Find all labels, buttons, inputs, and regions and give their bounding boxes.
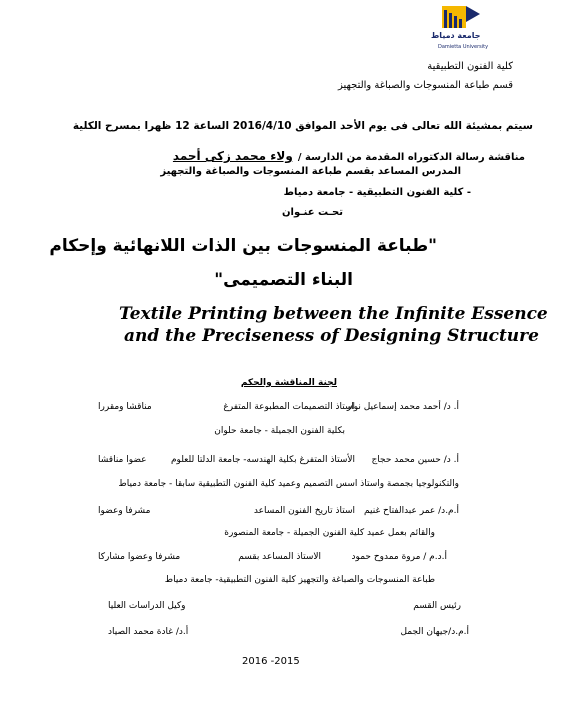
discussion-line bbox=[173, 145, 525, 164]
candidate-name: ولاء محمد زكى أحمد bbox=[172, 149, 293, 163]
logo-name-en: Damietta University bbox=[438, 44, 489, 50]
thesis-title-en-line2: and the Preciseness of Designing Structure bbox=[124, 326, 539, 346]
member-2-detail: والتكنولوجيا بجمصة واستاذ اسس التصميم وعميد كلية الفنون التطبيقية سابقا - جامعة دمياط bbox=[118, 479, 459, 489]
member-2-position: الأستاذ المتفرغ بكلية الهندسه- جامعة الدلتا للعلوم bbox=[170, 455, 355, 465]
committee-heading: لجنة المناقشة والحكم bbox=[240, 378, 337, 388]
member-3-role: مشرفا وعضوا bbox=[98, 506, 151, 516]
department-name: قسم طباعة المنسوجات والصباغة والتجهيز bbox=[337, 80, 513, 91]
member-1-role: مناقشا ومقررا bbox=[98, 402, 152, 412]
member-1-position: استاذ التصميمات المطبوعة المتفرغ bbox=[223, 402, 355, 412]
member-2-role: عضوا مناقشا bbox=[98, 455, 147, 465]
academic-year: 2016 -2015 bbox=[242, 656, 300, 667]
member-4-detail: طباعة المنسوجات والصباغة والتجهيز كلية الفنون التطبيقية- جامعة دمياط bbox=[164, 575, 435, 585]
thesis-title-ar-line1: "طباعة المنسوجات بين الذات اللانهائية وإحكام bbox=[49, 236, 437, 256]
logo-name-ar: جامعة دمياط bbox=[431, 31, 481, 40]
member-2-name: أ. د/ حسين محمد حجاج bbox=[371, 455, 459, 465]
member-3-detail: والقائم بعمل عميد كلية الفنون الجميلة - جامعة المنصورة bbox=[224, 528, 435, 538]
member-1-detail: بكلية الفنون الجميلة - جامعة حلوان bbox=[214, 426, 345, 436]
faculty-name: كلية الفنون التطبيقية bbox=[427, 61, 513, 72]
member-3-position: استاذ تاريخ الفنون المساعد bbox=[253, 506, 355, 516]
vice-dean-title: وكيل الدراسات العليا bbox=[108, 601, 186, 611]
member-4-position: الاستاذ المساعد بقسم bbox=[238, 552, 321, 562]
thesis-title-en-line1: Textile Printing between the Infinite Essence bbox=[119, 304, 548, 324]
under-title: تحـت عنـوان bbox=[281, 207, 343, 218]
thesis-title-ar-line2: البناء التصميمى" bbox=[214, 270, 353, 290]
announcement: سيتم بمشيئة الله تعالى فى يوم الأحد الموافق 2016/4/10 الساعة 12 ظهرا بمسرح الكلية bbox=[72, 120, 533, 132]
head-of-department-name: أ.م.د/جيهان الجمل bbox=[400, 627, 469, 637]
member-4-name: أ.د.م / مروة ممدوح حمود bbox=[351, 552, 447, 562]
head-of-department-title: رئيس القسم bbox=[413, 601, 461, 611]
discussion-prefix: مناقشة رسالة الدكتوراه المقدمة من الدارسة / bbox=[297, 152, 525, 163]
member-4-role: مشرفا وعضوا مشاركا bbox=[98, 552, 181, 562]
candidate-position: المدرس المساعد بقسم طباعة المنسوجات والصباغة والتجهيز bbox=[160, 166, 461, 177]
vice-dean-name: أ.د/ غادة محمد الصياد bbox=[108, 627, 189, 637]
candidate-affiliation: - كلية الفنون التطبيقية - جامعة دمياط bbox=[283, 187, 471, 198]
member-3-name: أ.م.د/ عمر عبدالفتاح غنيم bbox=[364, 506, 459, 516]
member-1-name: أ. د/ أحمد محمد إسماعيل نوار bbox=[346, 402, 459, 412]
